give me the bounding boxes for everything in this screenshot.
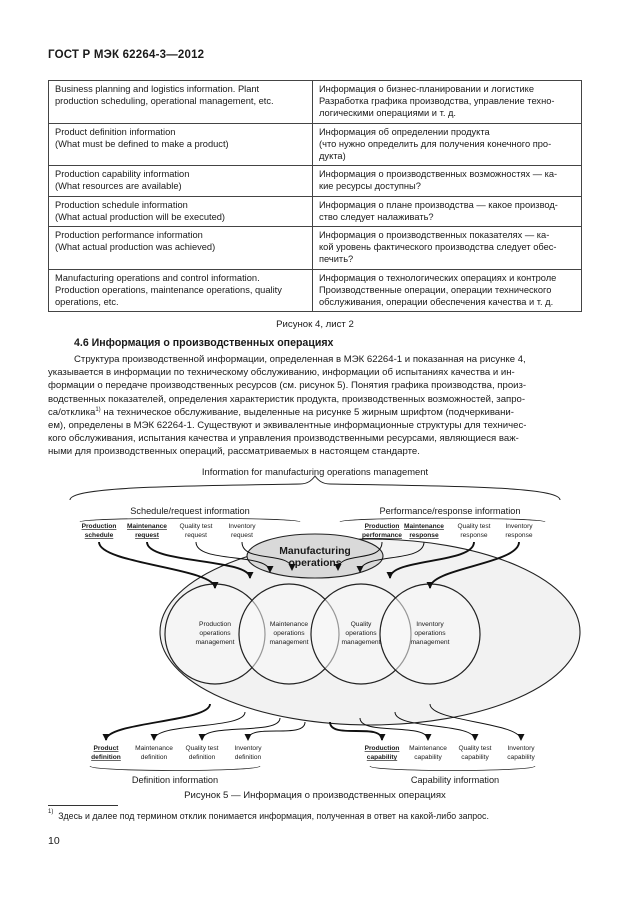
- footnote-mark: 1): [48, 809, 54, 815]
- top-item-label: Production: [81, 523, 117, 530]
- cell-line: Production capability information: [55, 169, 190, 180]
- bottom-item-label: capability: [366, 754, 398, 761]
- table-cell-english: [49, 81, 313, 124]
- right-group-brace: [340, 518, 545, 522]
- cell-line: Производственные операции, операции технического: [319, 284, 552, 295]
- paragraph-line: ными для производственных операций, рассматриваемых в настоящем стандарте.: [48, 446, 420, 458]
- circle-label-line: management: [269, 639, 309, 646]
- circle-label-line: operations: [414, 630, 446, 637]
- cell-line: (What actual production will be executed): [55, 211, 226, 222]
- bottom-item-label: capability: [414, 754, 442, 761]
- paragraph-line: кого обслуживания, испытания качества и управления производственными ресурсами, являющиеся важ-: [48, 433, 519, 445]
- circle-label-line: operations: [273, 630, 305, 637]
- top-item-label: response: [460, 532, 488, 539]
- bottom-item-label: Inventory: [507, 745, 535, 752]
- diagram-top-label: Information for manufacturing operations management: [201, 466, 429, 477]
- top-item-label: response: [505, 532, 533, 539]
- cell-line: Production operations, maintenance operations, quality: [55, 284, 282, 295]
- circle-label-line: Maintenance: [269, 621, 309, 628]
- paragraph-line-start: са/отклика: [48, 406, 96, 418]
- bottom-arrow: [248, 722, 305, 740]
- cell-line: operations, etc.: [55, 297, 119, 308]
- bottom-arrow: [154, 712, 245, 740]
- figure-5-caption: Рисунок 5 — Информация о производственных операциях: [184, 790, 446, 801]
- bottom-item-label: definition: [188, 754, 216, 761]
- circle-label-line: Inventory: [416, 621, 444, 628]
- circle-label-line: management: [195, 639, 235, 646]
- cell-line: логическими операциями и т. д.: [319, 108, 456, 119]
- table-cell-english: [49, 227, 313, 270]
- bottom-item-label: Maintenance: [409, 745, 447, 752]
- bottom-item-label: Inventory: [234, 745, 262, 752]
- circle-label-line: management: [410, 639, 450, 646]
- bottom-item-label: Quality test: [185, 745, 219, 752]
- cell-line: Информация о производственных возможностях — ка-: [319, 169, 558, 180]
- bottom-item-label: definition: [140, 754, 168, 761]
- footnote-separator: [48, 805, 118, 806]
- circle-label-line: Quality: [350, 621, 372, 628]
- paragraph-line: водственных показателей, определения характеристик продукта, производственных возможностей, запро-: [48, 393, 526, 405]
- table-cell-russian: [313, 196, 582, 226]
- top-item-label: Maintenance: [404, 523, 444, 530]
- cell-line: печить?: [319, 254, 354, 265]
- table-cell-english: [49, 196, 313, 226]
- table-row: [49, 227, 582, 270]
- left-group-brace: [80, 518, 300, 522]
- paragraph-line: ем), определены в МЭК 62264-1. Существуют и эквивалентные информационные структуры для техничес-: [48, 420, 527, 432]
- circle-label-line: operations: [199, 630, 231, 637]
- bottom-right-brace: [370, 766, 535, 771]
- top-item-label: Quality test: [457, 523, 491, 530]
- bottom-item-label: definition: [91, 754, 121, 761]
- paragraph-line: формации о передаче производственных ресурсов (см. рисунок 5). Понятия графика производства, произ-: [48, 380, 527, 392]
- table-cell-russian: [313, 166, 582, 196]
- manufacturing-operations-diagram: [0, 460, 630, 800]
- center-label-line: Manufacturing: [279, 546, 351, 557]
- cell-line: кой уровень фактического производства следует обес-: [319, 242, 557, 253]
- bottom-item-label: Product: [93, 745, 119, 752]
- top-item-label: Production: [364, 523, 400, 530]
- table-cell-english: [49, 123, 313, 166]
- document-header: ГОСТ Р МЭК 62264-3—2012: [48, 49, 205, 61]
- bottom-item-label: capability: [461, 754, 489, 761]
- circle-label-line: operations: [345, 630, 377, 637]
- top-item-label: Inventory: [505, 523, 533, 530]
- table-row: [49, 166, 582, 196]
- bottom-item-label: Maintenance: [135, 745, 173, 752]
- right-group-label: Performance/response information: [379, 506, 521, 516]
- cell-line: Информация о технологических операциях и контроле: [319, 272, 557, 283]
- table-row: [49, 269, 582, 312]
- center-label-line: operations: [288, 558, 342, 569]
- circle-label-line: management: [341, 639, 381, 646]
- paragraph-line: [48, 406, 582, 419]
- bottom-left-label: Definition information: [131, 775, 219, 785]
- table-row: [49, 81, 582, 124]
- table-row: [49, 123, 582, 166]
- left-group-label: Schedule/request information: [130, 506, 250, 516]
- circle-label-line: Production: [199, 621, 231, 628]
- cell-line: обслуживания, операции обеспечения качества и т. д.: [319, 297, 554, 308]
- top-item-label: performance: [362, 532, 402, 539]
- cell-line: Production schedule information: [55, 199, 188, 210]
- cell-line: Manufacturing operations and control information.: [55, 272, 260, 283]
- top-item-label: request: [231, 532, 253, 539]
- cell-line: (What must be defined to make a product): [55, 138, 229, 149]
- table-cell-russian: [313, 269, 582, 312]
- cell-line: Production performance information: [55, 230, 203, 241]
- top-item-label: request: [135, 532, 159, 539]
- top-item-label: Inventory: [228, 523, 256, 530]
- cell-line: Разработка графика производства, управление техно-: [319, 96, 555, 107]
- body-paragraph: [48, 353, 582, 459]
- top-brace: [70, 476, 560, 500]
- paragraph-line-end: на техническое обслуживание, выделенные на рисунке 5 жирным шрифтом (подчеркивани-: [103, 406, 514, 418]
- cell-line: дукта): [319, 151, 346, 162]
- table-cell-russian: [313, 81, 582, 124]
- cell-line: (What actual production was achieved): [55, 242, 216, 253]
- information-table: [48, 80, 582, 312]
- cell-line: Business planning and logistics information. Plant: [55, 84, 260, 94]
- table-cell-english: [49, 269, 313, 312]
- table-cell-russian: [313, 123, 582, 166]
- paragraph-line: Структура производственной информации, определенная в МЭК 62264-1 и показанная на рисунке 4,: [74, 354, 526, 365]
- page-number: 10: [48, 835, 60, 847]
- cell-line: кие ресурсы доступны?: [319, 181, 421, 192]
- footnote-ref: 1): [95, 406, 101, 413]
- table-row: [49, 196, 582, 226]
- bottom-item-label: definition: [234, 754, 262, 761]
- top-item-label: Quality test: [179, 523, 213, 530]
- top-item-label: Maintenance: [127, 523, 167, 530]
- cell-line: Информация о бизнес-планировании и логистике: [319, 84, 534, 94]
- cell-line: Информация о производственных показателях — ка-: [319, 230, 550, 241]
- bottom-left-brace: [90, 766, 260, 771]
- section-title: 4.6 Информация о производственных операциях: [74, 337, 334, 349]
- bottom-item-label: capability: [507, 754, 535, 761]
- footnote-text: Здесь и далее под термином отклик понимается информация, полученная в ответ на какой-либо запрос.: [58, 811, 489, 821]
- top-item-label: schedule: [84, 532, 114, 539]
- top-item-label: request: [185, 532, 207, 539]
- paragraph-line: указывается в информации по техническому обслуживанию, информации об испытаниях качества и ин-: [48, 367, 515, 379]
- cell-line: Информация о плане производства — какое производ-: [319, 199, 558, 210]
- table-cell-english: [49, 166, 313, 196]
- cell-line: ство следует налаживать?: [319, 211, 434, 222]
- figure-4-caption: Рисунок 4, лист 2: [276, 319, 354, 330]
- table-cell-russian: [313, 227, 582, 270]
- bottom-arrow: [202, 718, 280, 740]
- bottom-item-label: Quality test: [458, 745, 492, 752]
- cell-line: production scheduling, operational management, etc.: [55, 96, 274, 107]
- cell-line: Информация об определении продукта: [319, 126, 490, 137]
- bottom-right-label: Capability information: [410, 775, 500, 785]
- footnote: [48, 811, 582, 821]
- cell-line: (What resources are available): [55, 181, 182, 192]
- cell-line: (что нужно определить для получения конечного про-: [319, 138, 552, 149]
- top-item-label: response: [409, 532, 439, 539]
- bottom-item-label: Production: [364, 745, 400, 752]
- cell-line: Product definition information: [55, 126, 176, 137]
